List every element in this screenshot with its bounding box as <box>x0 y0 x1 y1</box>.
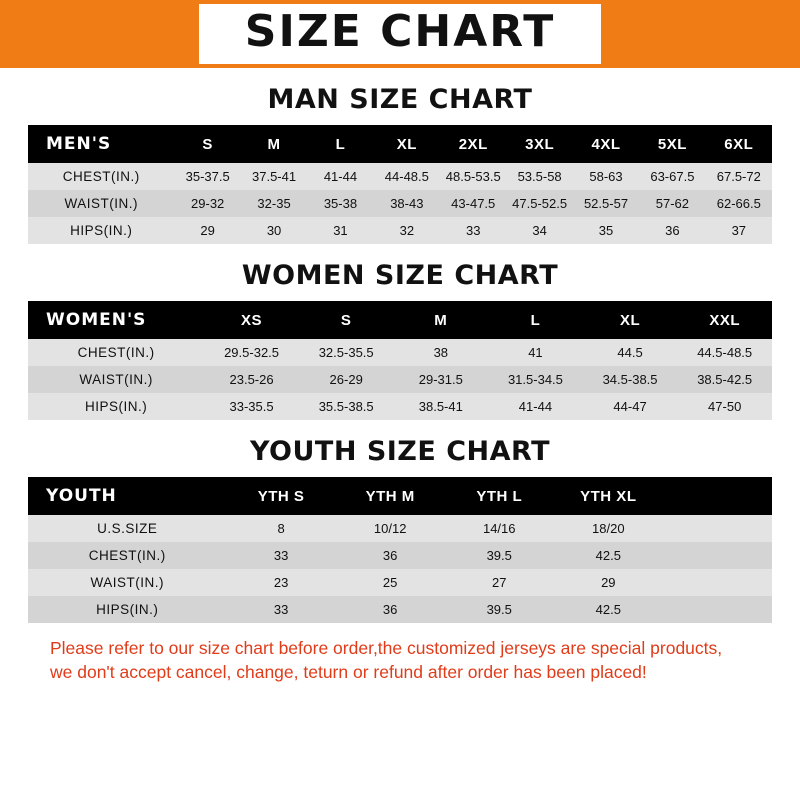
women-col-5: XXL <box>709 311 741 329</box>
women-cell-1-5: 38.5-42.5 <box>697 372 753 387</box>
table-row <box>28 569 772 596</box>
man-cell-0-8: 67.5-72 <box>716 169 761 184</box>
women-cell-0-1: 32.5-35.5 <box>318 345 374 360</box>
table-row <box>28 596 772 623</box>
man-cell-1-7: 57-62 <box>655 196 690 211</box>
man-row-label-0: CHEST(IN.) <box>62 169 140 184</box>
women-cell-2-3: 41-44 <box>518 399 553 414</box>
women-cell-1-1: 26-29 <box>329 372 363 387</box>
man-cell-0-6: 58-63 <box>589 169 623 184</box>
youth-table-body <box>28 515 772 623</box>
youth-col-1: YTH M <box>365 487 415 505</box>
youth-col-spacer <box>663 477 772 515</box>
man-cell-2-3: 32 <box>399 223 415 238</box>
man-cell-0-4: 48.5-53.5 <box>445 169 501 184</box>
man-col-2: L <box>335 135 346 153</box>
women-cell-1-2: 29-31.5 <box>418 372 463 387</box>
youth-cell-0-3: 18/20 <box>592 521 625 536</box>
youth-col-3: YTH XL <box>580 487 637 505</box>
youth-row-label-2: WAIST(IN.) <box>90 575 165 590</box>
youth-cell-2-1: 25 <box>382 575 398 590</box>
table-row <box>28 217 772 244</box>
women-cell-2-0: 33-35.5 <box>229 399 274 414</box>
women-cell-2-1: 35.5-38.5 <box>318 399 374 414</box>
man-row-label-2: HIPS(IN.) <box>70 223 133 238</box>
man-cell-0-7: 63-67.5 <box>650 169 695 184</box>
women-cell-0-2: 38 <box>433 345 449 360</box>
women-size-table <box>28 301 772 420</box>
charts-content <box>0 84 800 684</box>
women-row-label-1: WAIST(IN.) <box>79 372 153 387</box>
women-row-head-label: WOMEN'S <box>46 310 147 330</box>
man-table-header <box>28 125 772 163</box>
header-band <box>0 0 800 68</box>
women-table-header <box>28 301 772 339</box>
youth-cell-2-3: 29 <box>601 575 616 590</box>
youth-row-label-0: U.S.SIZE <box>97 521 158 536</box>
youth-row-label-1: CHEST(IN.) <box>88 548 166 563</box>
man-col-5: 3XL <box>525 135 555 153</box>
man-cell-1-0: 29-32 <box>191 196 225 211</box>
youth-cell-2-spacer <box>663 569 772 596</box>
man-col-3: XL <box>396 135 417 153</box>
women-cell-2-5: 47-50 <box>708 399 742 414</box>
table-row <box>28 190 772 217</box>
man-cell-1-3: 38-43 <box>390 196 424 211</box>
women-cell-2-4: 44-47 <box>613 399 647 414</box>
table-row <box>28 542 772 569</box>
man-cell-2-1: 30 <box>266 223 282 238</box>
youth-cell-0-1: 10/12 <box>373 521 407 536</box>
man-cell-2-6: 35 <box>598 223 614 238</box>
man-cell-1-6: 52.5-57 <box>583 196 629 211</box>
table-row <box>28 366 772 393</box>
man-cell-2-7: 36 <box>665 223 680 238</box>
man-cell-1-4: 43-47.5 <box>451 196 496 211</box>
youth-cell-3-3: 42.5 <box>595 602 621 617</box>
man-cell-1-2: 35-38 <box>323 196 358 211</box>
women-col-1: S <box>340 311 352 329</box>
header-band-right <box>690 0 800 68</box>
man-col-8: 6XL <box>724 135 754 153</box>
man-row-label-1: WAIST(IN.) <box>64 196 138 211</box>
man-cell-2-4: 33 <box>465 223 481 238</box>
women-cell-1-3: 31.5-34.5 <box>507 372 563 387</box>
man-cell-1-1: 32-35 <box>257 196 291 211</box>
man-col-4: 2XL <box>458 135 488 153</box>
women-col-0: XS <box>241 311 263 329</box>
table-row <box>28 393 772 420</box>
man-table-body <box>28 163 772 244</box>
footer-note <box>50 637 750 684</box>
youth-cell-0-0: 8 <box>277 521 285 536</box>
man-cell-2-8: 37 <box>731 223 747 238</box>
youth-size-table <box>28 477 772 623</box>
women-cell-0-3: 41 <box>528 345 543 360</box>
man-size-table <box>28 125 772 244</box>
man-cell-0-1: 37.5-41 <box>252 169 297 184</box>
table-header-row <box>28 125 772 163</box>
youth-col-2: YTH L <box>476 487 523 505</box>
women-row-label-0: CHEST(IN.) <box>77 345 155 360</box>
youth-cell-1-spacer <box>663 542 772 569</box>
man-cell-2-0: 29 <box>200 223 215 238</box>
youth-cell-1-3: 42.5 <box>595 548 621 563</box>
youth-row-label-3: HIPS(IN.) <box>96 602 159 617</box>
man-cell-0-2: 41-44 <box>323 169 358 184</box>
youth-cell-0-spacer <box>663 515 772 542</box>
women-row-label-2: HIPS(IN.) <box>84 399 148 414</box>
section-title-youth: YOUTH SIZE CHART <box>249 436 551 467</box>
man-cell-1-5: 47.5-52.5 <box>512 196 568 211</box>
section-title-man: MAN SIZE CHART <box>267 84 533 115</box>
women-cell-1-0: 23.5-26 <box>229 372 274 387</box>
man-cell-2-2: 31 <box>333 223 348 238</box>
women-cell-1-4: 34.5-38.5 <box>602 372 658 387</box>
table-row <box>28 515 772 542</box>
women-cell-0-5: 44.5-48.5 <box>697 345 753 360</box>
women-cell-0-4: 44.5 <box>617 345 643 360</box>
page-title: SIZE CHART <box>199 4 601 64</box>
youth-cell-2-2: 27 <box>492 575 507 590</box>
youth-cell-1-1: 36 <box>382 548 398 563</box>
women-cell-2-2: 38.5-41 <box>418 399 463 414</box>
header-band-left <box>0 0 110 68</box>
women-col-2: M <box>434 311 448 329</box>
man-col-1: M <box>267 135 281 153</box>
man-col-0: S <box>202 135 213 153</box>
youth-cell-3-spacer <box>663 596 772 623</box>
man-cell-2-5: 34 <box>532 223 547 238</box>
youth-table-header <box>28 477 772 515</box>
youth-cell-1-0: 33 <box>273 548 289 563</box>
table-header-row <box>28 477 772 515</box>
youth-cell-3-2: 39.5 <box>486 602 512 617</box>
man-cell-0-3: 44-48.5 <box>384 169 429 184</box>
women-col-4: XL <box>619 311 641 329</box>
man-col-7: 5XL <box>657 135 687 153</box>
man-cell-1-8: 62-66.5 <box>716 196 761 211</box>
man-cell-0-0: 35-37.5 <box>185 169 230 184</box>
man-row-head-label: MEN'S <box>46 134 112 154</box>
table-row <box>28 339 772 366</box>
youth-cell-1-2: 39.5 <box>486 548 512 563</box>
women-cell-0-0: 29.5-32.5 <box>224 345 280 360</box>
table-row <box>28 163 772 190</box>
youth-cell-3-0: 33 <box>273 602 289 617</box>
women-table-body <box>28 339 772 420</box>
man-col-6: 4XL <box>591 135 621 153</box>
youth-cell-2-0: 23 <box>273 575 289 590</box>
women-col-3: L <box>530 311 541 329</box>
section-title-women: WOMEN SIZE CHART <box>241 260 559 291</box>
footer-note-line-2: we don't accept cancel, change, teturn or refund after order has been placed! <box>50 661 647 682</box>
youth-cell-0-2: 14/16 <box>482 521 516 536</box>
youth-col-0: YTH S <box>257 487 305 505</box>
table-header-row <box>28 301 772 339</box>
footer-note-line-1: Please refer to our size chart before order,the customized jerseys are special products, <box>50 638 723 658</box>
youth-row-head-label: YOUTH <box>46 486 117 506</box>
youth-cell-3-1: 36 <box>382 602 398 617</box>
man-cell-0-5: 53.5-58 <box>517 169 562 184</box>
